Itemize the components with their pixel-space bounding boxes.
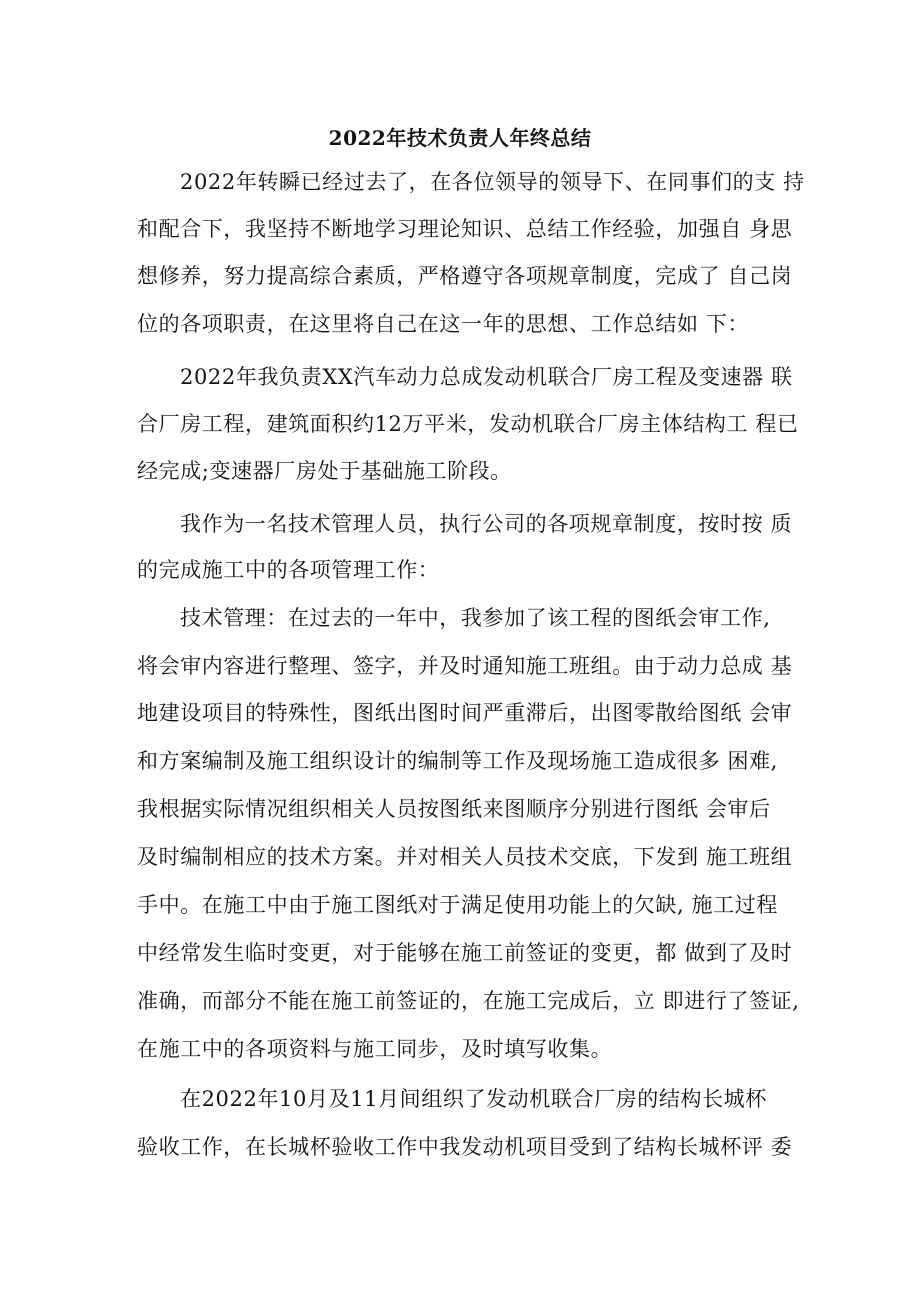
paragraph-line: 想修养，努力提高综合素质，严格遵守各项规章制度，完成了 自己岗 <box>137 264 793 288</box>
paragraph-line: 将会审内容进行整理、签字，并及时通知施工班组。由于动力总成 基 <box>137 654 793 678</box>
paragraph-line: 手中。在施工中由于施工图纸对于满足使用功能上的欠缺, 施工过程 <box>137 893 778 917</box>
paragraph-line: 2022年我负责XX汽车动力总成发动机联合厂房工程及变速器 联 <box>180 365 793 389</box>
paragraph-line: 2022年转瞬已经过去了，在各位领导的领导下、在同事们的支 持 <box>180 170 805 194</box>
paragraph-line: 位的各项职责，在这里将自己在这一年的思想、工作总结如 下： <box>137 312 750 336</box>
document-title: 2022年技术负责人年终总结 <box>328 126 592 150</box>
paragraph-line: 和方案编制及施工组织设计的编制等工作及现场施工造成很多 困难, <box>137 749 778 773</box>
paragraph-line: 在施工中的各项资料与施工同步，及时填写收集。 <box>137 1037 613 1061</box>
paragraph-line: 我作为一名技术管理人员，执行公司的各项规章制度，按时按 质 <box>180 512 793 536</box>
paragraph-line: 地建设项目的特殊性，图纸出图时间严重滞后，出图零散给图纸 会审 <box>137 701 793 725</box>
paragraph-line: 验收工作，在长城杯验收工作中我发动机项目受到了结构长城杯评 委 <box>137 1135 793 1159</box>
paragraph-line: 准确，而部分不能在施工前签证的，在施工完成后，立 即进行了签证, <box>137 989 800 1013</box>
paragraph-line: 经完成;变速器厂房处于基础施工阶段。 <box>137 459 512 483</box>
paragraph-line: 的完成施工中的各项管理工作： <box>137 558 440 582</box>
paragraph-line: 技术管理：在过去的一年中，我参加了该工程的图纸会审工作, <box>180 606 771 630</box>
paragraph-line: 中经常发生临时变更，对于能够在施工前签证的变更，都 做到了及时 <box>137 941 793 965</box>
paragraph-line: 及时编制相应的技术方案。并对相关人员技术交底，下发到 施工班组 <box>137 845 793 869</box>
paragraph-line: 我根据实际情况组织相关人员按图纸来图顺序分别进行图纸 会审后 <box>137 797 771 821</box>
paragraph-line: 合厂房工程，建筑面积约12万平米，发动机联合厂房主体结构工 程已 <box>137 412 799 436</box>
paragraph-line: 和配合下，我坚持不断地学习理论知识、总结工作经验，加强自 身思 <box>137 217 793 241</box>
paragraph-line: 在2022年10月及11月间组织了发动机联合厂房的结构长城杯 <box>180 1087 767 1111</box>
